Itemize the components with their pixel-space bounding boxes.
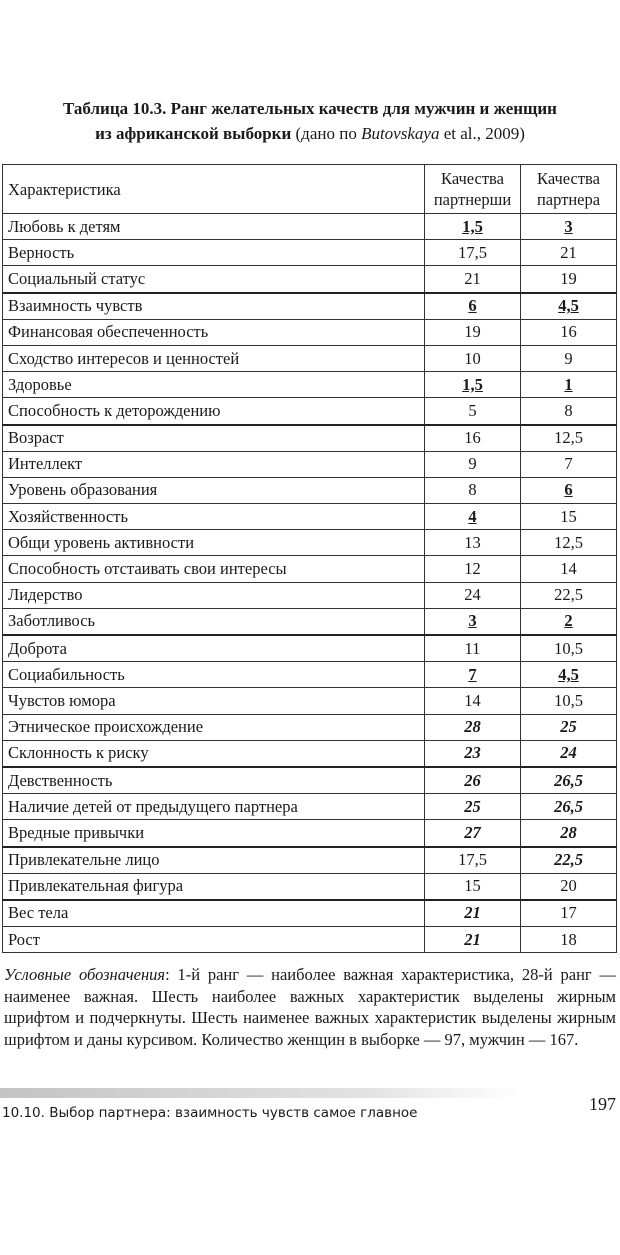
row-characteristic: Финансовая обеспеченность [3,319,425,345]
row-rank-partner-female: 6 [468,296,477,316]
row-rank-partner-female-cell [425,266,521,293]
row-rank-partner-female-cell [425,240,521,266]
row-rank-partner-female-cell [425,345,521,371]
table-row [3,688,617,714]
table-row [3,451,617,477]
row-rank-partner-female: 13 [464,532,481,552]
header-partner-female [425,165,521,214]
row-rank-partner-male-cell [521,714,617,740]
row-characteristic: Здоровье [3,372,425,398]
row-rank-partner-female: 23 [464,743,481,763]
row-rank-partner-male-cell [521,767,617,794]
row-rank-partner-female-cell [425,688,521,714]
row-rank-partner-male-cell [521,900,617,927]
row-rank-partner-female-cell [425,635,521,662]
table-row [3,530,617,556]
table-row [3,794,617,820]
row-rank-partner-male: 15 [560,506,577,526]
row-rank-partner-male: 25 [560,717,577,737]
row-rank-partner-female-cell [425,530,521,556]
table-row [3,767,617,794]
table-row [3,214,617,240]
row-rank-partner-male: 2 [564,611,573,631]
table-header-row [3,165,617,214]
table-row [3,873,617,900]
row-rank-partner-female-cell [425,714,521,740]
running-title: 10.10. Выбор партнера: взаимность чувств самое главное [2,1105,418,1121]
row-rank-partner-male-cell [521,820,617,847]
row-rank-partner-male-cell [521,635,617,662]
row-rank-partner-female: 19 [464,322,481,342]
row-rank-partner-female-cell [425,608,521,635]
table-row [3,293,617,320]
row-characteristic: Привлекательне лицо [3,847,425,874]
row-rank-partner-male: 12,5 [554,428,583,448]
table-row [3,425,617,452]
row-rank-partner-male-cell [521,425,617,452]
row-rank-partner-male: 22,5 [554,850,583,870]
row-rank-partner-female-cell [425,794,521,820]
row-characteristic: Наличие детей от предыдущего партнера [3,794,425,820]
row-rank-partner-male-cell [521,530,617,556]
row-characteristic: Верность [3,240,425,266]
table-row [3,900,617,927]
row-rank-partner-male: 6 [564,480,573,500]
row-characteristic: Склонность к риску [3,740,425,767]
row-rank-partner-male-cell [521,688,617,714]
row-rank-partner-female-cell [425,372,521,398]
row-characteristic: Лидерство [3,582,425,608]
row-rank-partner-male-cell [521,398,617,425]
row-rank-partner-female: 28 [464,717,481,737]
row-rank-partner-female-cell [425,398,521,425]
row-rank-partner-female-cell [425,293,521,320]
row-rank-partner-male: 28 [560,822,577,842]
row-rank-partner-female-cell [425,847,521,874]
row-rank-partner-female-cell [425,740,521,767]
row-rank-partner-male: 1 [564,374,573,394]
table-row [3,345,617,371]
row-rank-partner-male: 20 [560,876,577,896]
caption-subtitle: из африканской выборки [95,124,292,143]
table-row [3,556,617,582]
row-rank-partner-male-cell [521,214,617,240]
row-characteristic: Чувстов юмора [3,688,425,714]
table-body [3,214,617,953]
row-rank-partner-female-cell [425,900,521,927]
row-rank-partner-female: 8 [468,480,477,500]
row-rank-partner-male: 18 [560,929,577,949]
row-rank-partner-male-cell [521,319,617,345]
row-rank-partner-male-cell [521,345,617,371]
row-rank-partner-male-cell [521,556,617,582]
row-rank-partner-female-cell [425,214,521,240]
row-rank-partner-male: 26,5 [554,796,583,816]
row-characteristic: Уровень образования [3,477,425,503]
row-rank-partner-male-cell [521,266,617,293]
row-rank-partner-female-cell [425,662,521,688]
header-partner-female-line2: партнерши [433,190,512,209]
page-number: 197 [589,1094,616,1114]
row-rank-partner-female-cell [425,451,521,477]
row-rank-partner-female-cell [425,319,521,345]
row-rank-partner-female-cell [425,504,521,530]
row-rank-partner-female: 21 [464,929,481,949]
row-rank-partner-female-cell [425,582,521,608]
row-characteristic: Вес тела [3,900,425,927]
row-rank-partner-female: 7 [468,664,477,684]
row-rank-partner-female: 25 [464,796,481,816]
row-rank-partner-female-cell [425,873,521,900]
table-row [3,240,617,266]
row-rank-partner-female: 17,5 [458,850,487,870]
row-rank-partner-female: 1,5 [462,216,483,236]
row-rank-partner-male-cell [521,293,617,320]
ranking-table [2,164,617,953]
row-rank-partner-male-cell [521,794,617,820]
row-rank-partner-male-cell [521,240,617,266]
row-rank-partner-male: 19 [560,268,577,288]
row-rank-partner-male: 8 [564,400,573,420]
row-characteristic: Рост [3,927,425,953]
header-partner-male-line1: Качества [537,169,600,188]
row-rank-partner-male: 4,5 [558,664,579,684]
row-rank-partner-female: 27 [464,822,481,842]
table-row [3,398,617,425]
row-characteristic: Хозяйственность [3,504,425,530]
row-rank-partner-male-cell [521,847,617,874]
row-rank-partner-female: 21 [464,903,481,923]
table-row [3,635,617,662]
row-rank-partner-female: 1,5 [462,374,483,394]
row-characteristic: Возраст [3,425,425,452]
row-characteristic: Интеллект [3,451,425,477]
row-rank-partner-female: 3 [468,611,477,631]
table-row [3,504,617,530]
row-rank-partner-male: 7 [564,454,573,474]
row-characteristic: Общи уровень активности [3,530,425,556]
row-characteristic: Любовь к детям [3,214,425,240]
table-notes [4,964,616,1050]
row-rank-partner-female-cell [425,767,521,794]
row-rank-partner-female: 15 [464,876,481,896]
row-characteristic: Девственность [3,767,425,794]
header-characteristic: Характеристика [3,165,425,214]
notes-lead: Условные обозначения [4,965,166,984]
row-rank-partner-male: 10,5 [554,690,583,710]
table-row [3,662,617,688]
row-rank-partner-male: 3 [564,216,573,236]
row-rank-partner-male-cell [521,504,617,530]
table-row [3,319,617,345]
row-rank-partner-female-cell [425,820,521,847]
row-rank-partner-female: 24 [464,585,481,605]
header-partner-male-line2: партнера [536,190,601,209]
row-rank-partner-female: 16 [464,428,481,448]
row-rank-partner-male: 10,5 [554,638,583,658]
row-rank-partner-male: 21 [560,242,577,262]
row-rank-partner-female: 5 [468,400,477,420]
row-rank-partner-female-cell [425,556,521,582]
row-rank-partner-male-cell [521,662,617,688]
row-rank-partner-female: 12 [464,559,481,579]
table-caption [0,96,620,146]
row-rank-partner-male: 26,5 [554,770,583,790]
row-rank-partner-female: 14 [464,690,481,710]
row-rank-partner-male-cell [521,927,617,953]
table-row [3,820,617,847]
row-rank-partner-female: 26 [464,770,481,790]
row-rank-partner-male-cell [521,873,617,900]
table-row [3,847,617,874]
row-rank-partner-male: 9 [564,348,573,368]
row-rank-partner-male: 24 [560,743,577,763]
row-rank-partner-male-cell [521,608,617,635]
header-partner-female-line1: Качества [441,169,504,188]
row-rank-partner-female: 10 [464,348,481,368]
row-rank-partner-female: 11 [464,638,481,658]
row-rank-partner-male: 14 [560,559,577,579]
row-rank-partner-female: 4 [468,506,477,526]
row-rank-partner-female-cell [425,477,521,503]
table-row [3,477,617,503]
table-row [3,582,617,608]
table-row [3,372,617,398]
row-rank-partner-male: 22,5 [554,585,583,605]
row-rank-partner-male-cell [521,451,617,477]
row-rank-partner-male-cell [521,740,617,767]
row-rank-partner-male: 4,5 [558,296,579,316]
caption-source-pre: (дано по [291,124,362,143]
row-characteristic: Заботливось [3,608,425,635]
row-rank-partner-male-cell [521,477,617,503]
row-characteristic: Социальный статус [3,266,425,293]
row-characteristic: Социабильность [3,662,425,688]
row-characteristic: Привлекательная фигура [3,873,425,900]
table-row [3,927,617,953]
row-characteristic: Доброта [3,635,425,662]
row-rank-partner-male: 12,5 [554,532,583,552]
header-partner-male [521,165,617,214]
row-rank-partner-female: 21 [464,268,481,288]
table-row [3,608,617,635]
table-row [3,714,617,740]
caption-title: Таблица 10.3. Ранг желательных качеств для мужчин и женщин [63,99,557,118]
row-rank-partner-female: 17,5 [458,242,487,262]
row-rank-partner-male-cell [521,372,617,398]
table-row [3,266,617,293]
row-rank-partner-female-cell [425,425,521,452]
row-rank-partner-female: 9 [468,454,477,474]
row-rank-partner-male-cell [521,582,617,608]
row-characteristic: Способность к деторождению [3,398,425,425]
row-characteristic: Способность отстаивать свои интересы [3,556,425,582]
row-characteristic: Взаимность чувств [3,293,425,320]
footer-divider-bar [0,1088,520,1098]
row-characteristic: Этническое происхождение [3,714,425,740]
row-characteristic: Сходство интересов и ценностей [3,345,425,371]
row-rank-partner-male: 16 [560,322,577,342]
notes-text: : 1-й ранг — наиболее важная характеристика, 28-й ранг — наименее важная. Шесть наиболее важных характеристик выделены жирным шрифтом и подчеркнуты. Шесть наименее важных характеристик выделены жирным шрифтом и даны курсивом. Количество женщин в выборке — 97, мужчин — 167. [4,965,616,1049]
row-rank-partner-female-cell [425,927,521,953]
table-row [3,740,617,767]
row-characteristic: Вредные привычки [3,820,425,847]
caption-source-author: Butovskaya [361,124,440,143]
row-rank-partner-male: 17 [560,903,577,923]
caption-source-post: et al., 2009) [439,124,525,143]
